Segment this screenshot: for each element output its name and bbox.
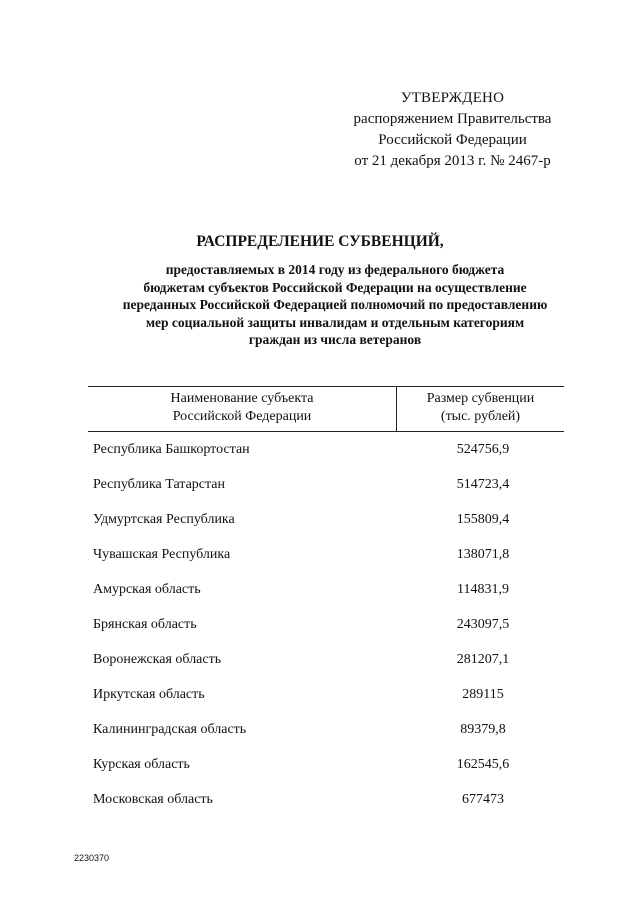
- table-header: [88, 386, 564, 432]
- approval-stamp: УТВЕРЖДЕНО: [400, 90, 505, 106]
- header-region-name: [88, 387, 396, 431]
- approval-line-3: от 21 декабря 2013 г. № 2467-р: [354, 153, 551, 169]
- document-code: 2230370: [74, 853, 110, 863]
- table-row: [93, 440, 573, 475]
- region-name: Республика Башкортостан: [93, 442, 250, 457]
- region-name: Воронежская область: [93, 652, 222, 667]
- region-name: Республика Татарстан: [93, 477, 226, 492]
- subsidy-amount: 514723,4: [456, 477, 510, 492]
- subsidy-amount: 524756,9: [456, 442, 510, 457]
- header-region-line-1: Наименование субъекта: [170, 391, 314, 406]
- approval-block: [340, 88, 565, 172]
- region-name: Московская область: [93, 792, 213, 807]
- header-region-line-2: Российской Федерации: [172, 409, 312, 424]
- subtitle-line-5: граждан из числа ветеранов: [248, 332, 422, 347]
- subtitle-line-4: мер социальной защиты инвалидам и отдельным категориям: [145, 314, 525, 330]
- subtitle-line-1: предоставляемых в 2014 году из федерального бюджета: [165, 262, 505, 277]
- table-row: [93, 720, 573, 755]
- region-name: Амурская область: [93, 582, 201, 597]
- region-name: Иркутская область: [93, 687, 205, 702]
- subsidy-amount: 162545,6: [456, 757, 510, 772]
- table-row: [93, 790, 573, 825]
- table-row: [93, 685, 573, 720]
- region-name: Курская область: [93, 757, 190, 772]
- region-name: Удмуртская Республика: [93, 512, 235, 527]
- subsidy-amount: 155809,4: [456, 512, 510, 527]
- table-row: [93, 580, 573, 615]
- table-row: [93, 615, 573, 650]
- table-body: [93, 440, 573, 825]
- subtitle-line-2: бюджетам субъектов Российской Федерации на осуществление: [143, 279, 527, 295]
- header-subsidy-amount: [397, 387, 564, 431]
- region-name: Чувашская Республика: [93, 547, 231, 562]
- subsidy-amount: 114831,9: [457, 582, 509, 597]
- subsidy-amount: 89379,8: [460, 722, 506, 737]
- header-amount-line-1: Размер субвенции: [426, 391, 535, 406]
- approval-line-1: распоряжением Правительства: [353, 111, 552, 127]
- table-row: [93, 650, 573, 685]
- document-title: РАСПРЕДЕЛЕНИЕ СУБВЕНЦИЙ,: [196, 233, 444, 250]
- table-row: [93, 510, 573, 545]
- subsidy-amount: 138071,8: [456, 547, 510, 562]
- subsidy-amount: 243097,5: [456, 617, 510, 632]
- subtitle-line-3: переданных Российской Федерацией полномочий по предоставлению: [122, 297, 548, 312]
- subsidy-amount: 677473: [462, 792, 504, 807]
- subsidy-amount: 289115: [462, 687, 504, 702]
- document-subtitle: [95, 261, 575, 349]
- region-name: Брянская область: [93, 617, 197, 632]
- table-row: [93, 755, 573, 790]
- table-row: [93, 545, 573, 580]
- region-name: Калининградская область: [93, 722, 247, 737]
- approval-line-2: Российской Федерации: [378, 132, 527, 148]
- table-row: [93, 475, 573, 510]
- header-amount-line-2: (тыс. рублей): [440, 409, 521, 424]
- subsidy-amount: 281207,1: [456, 652, 510, 667]
